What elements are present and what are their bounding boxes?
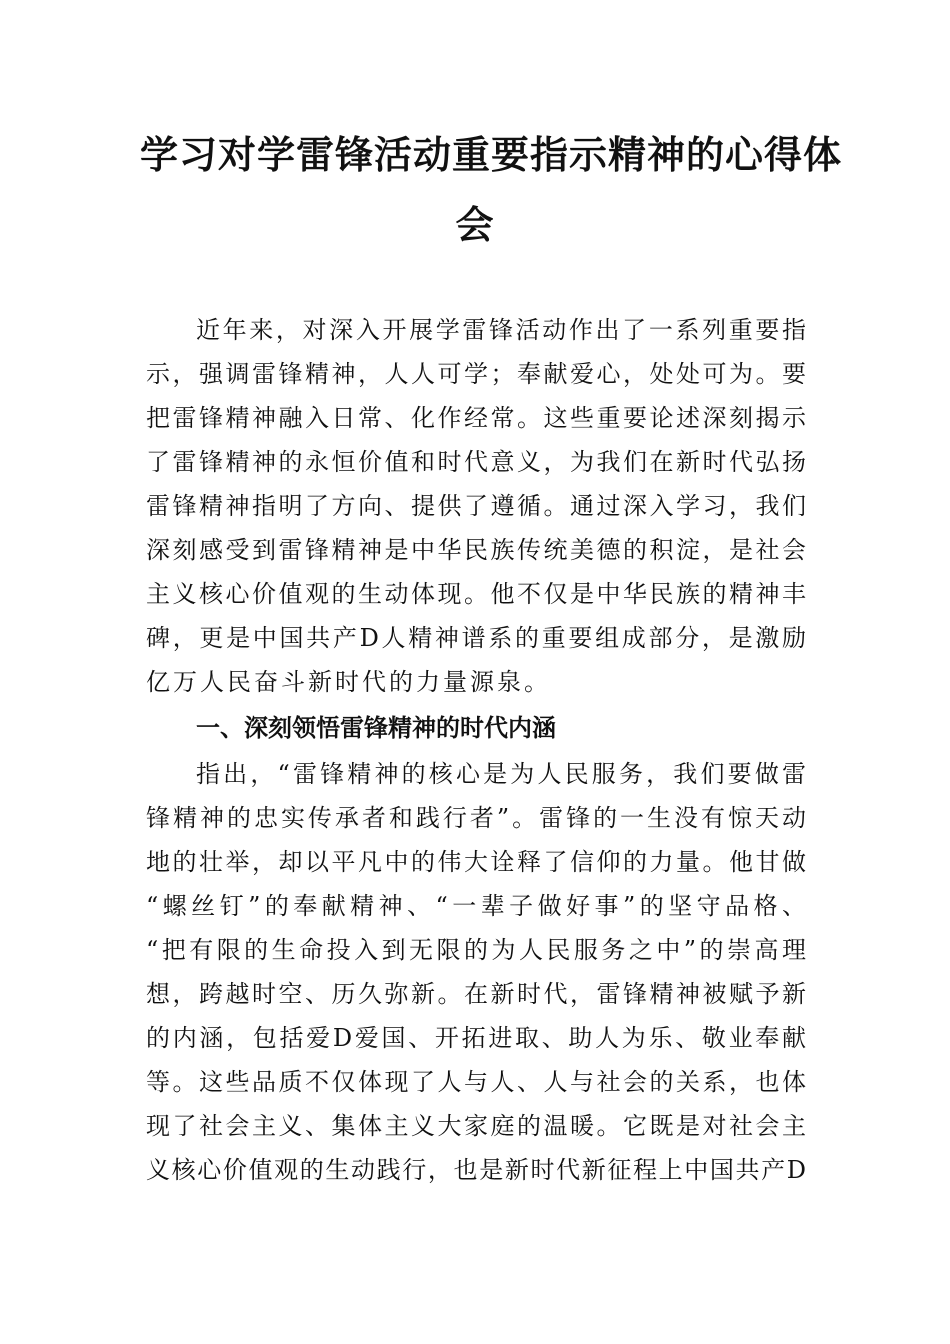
paragraph-line: 亿万人民奋斗新时代的力量源泉。 — [146, 668, 551, 696]
paragraph-line: 深刻感受到雷锋精神是中华民族传统美德的积淀，是社会 — [146, 536, 806, 564]
paragraph-line: 想，跨越时空、历久弥新。在新时代，雷锋精神被赋予新 — [146, 980, 806, 1008]
paragraph-line: 雷锋精神指明了方向、提供了遵循。通过深入学习，我们 — [146, 492, 806, 520]
paragraph-line: 近年来，对深入开展学雷锋活动作出了一系列重要指 — [196, 316, 806, 344]
paragraph-line: “把有限的生命投入到无限的为人民服务之中”的崇高理 — [146, 936, 806, 964]
document-title-line-1: 学习对学雷锋活动重要指示精神的心得体 — [140, 132, 843, 177]
paragraph-line: “螺丝钉”的奉献精神、“一辈子做好事”的坚守品格、 — [146, 892, 806, 920]
document-title-line-2: 会 — [455, 202, 495, 247]
paragraph-line: 等。这些品质不仅体现了人与人、人与社会的关系，也体 — [146, 1068, 806, 1096]
paragraph-line: 碑，更是中国共产D人精神谱系的重要组成部分，是激励 — [146, 624, 806, 652]
paragraph-line: 地的壮举，却以平凡中的伟大诠释了信仰的力量。他甘做 — [146, 848, 806, 876]
paragraph-line: 了雷锋精神的永恒价值和时代意义，为我们在新时代弘扬 — [146, 448, 806, 476]
paragraph-line: 现了社会主义、集体主义大家庭的温暖。它既是对社会主 — [146, 1112, 806, 1140]
section-heading-1: 一、深刻领悟雷锋精神的时代内涵 — [196, 714, 556, 742]
paragraph-line: 主义核心价值观的生动体现。他不仅是中华民族的精神丰 — [146, 580, 806, 608]
paragraph-line: 把雷锋精神融入日常、化作经常。这些重要论述深刻揭示 — [146, 404, 806, 432]
paragraph-line: 示，强调雷锋精神，人人可学；奉献爱心，处处可为。要 — [146, 360, 806, 388]
paragraph-line: 的内涵，包括爱D爱国、开拓进取、助人为乐、敬业奉献 — [146, 1024, 806, 1052]
paragraph-line: 义核心价值观的生动践行，也是新时代新征程上中国共产D — [146, 1156, 806, 1184]
paragraph-line: 指出，“雷锋精神的核心是为人民服务，我们要做雷 — [196, 760, 806, 788]
paragraph-line: 锋精神的忠实传承者和践行者”。雷锋的一生没有惊天动 — [146, 804, 806, 832]
